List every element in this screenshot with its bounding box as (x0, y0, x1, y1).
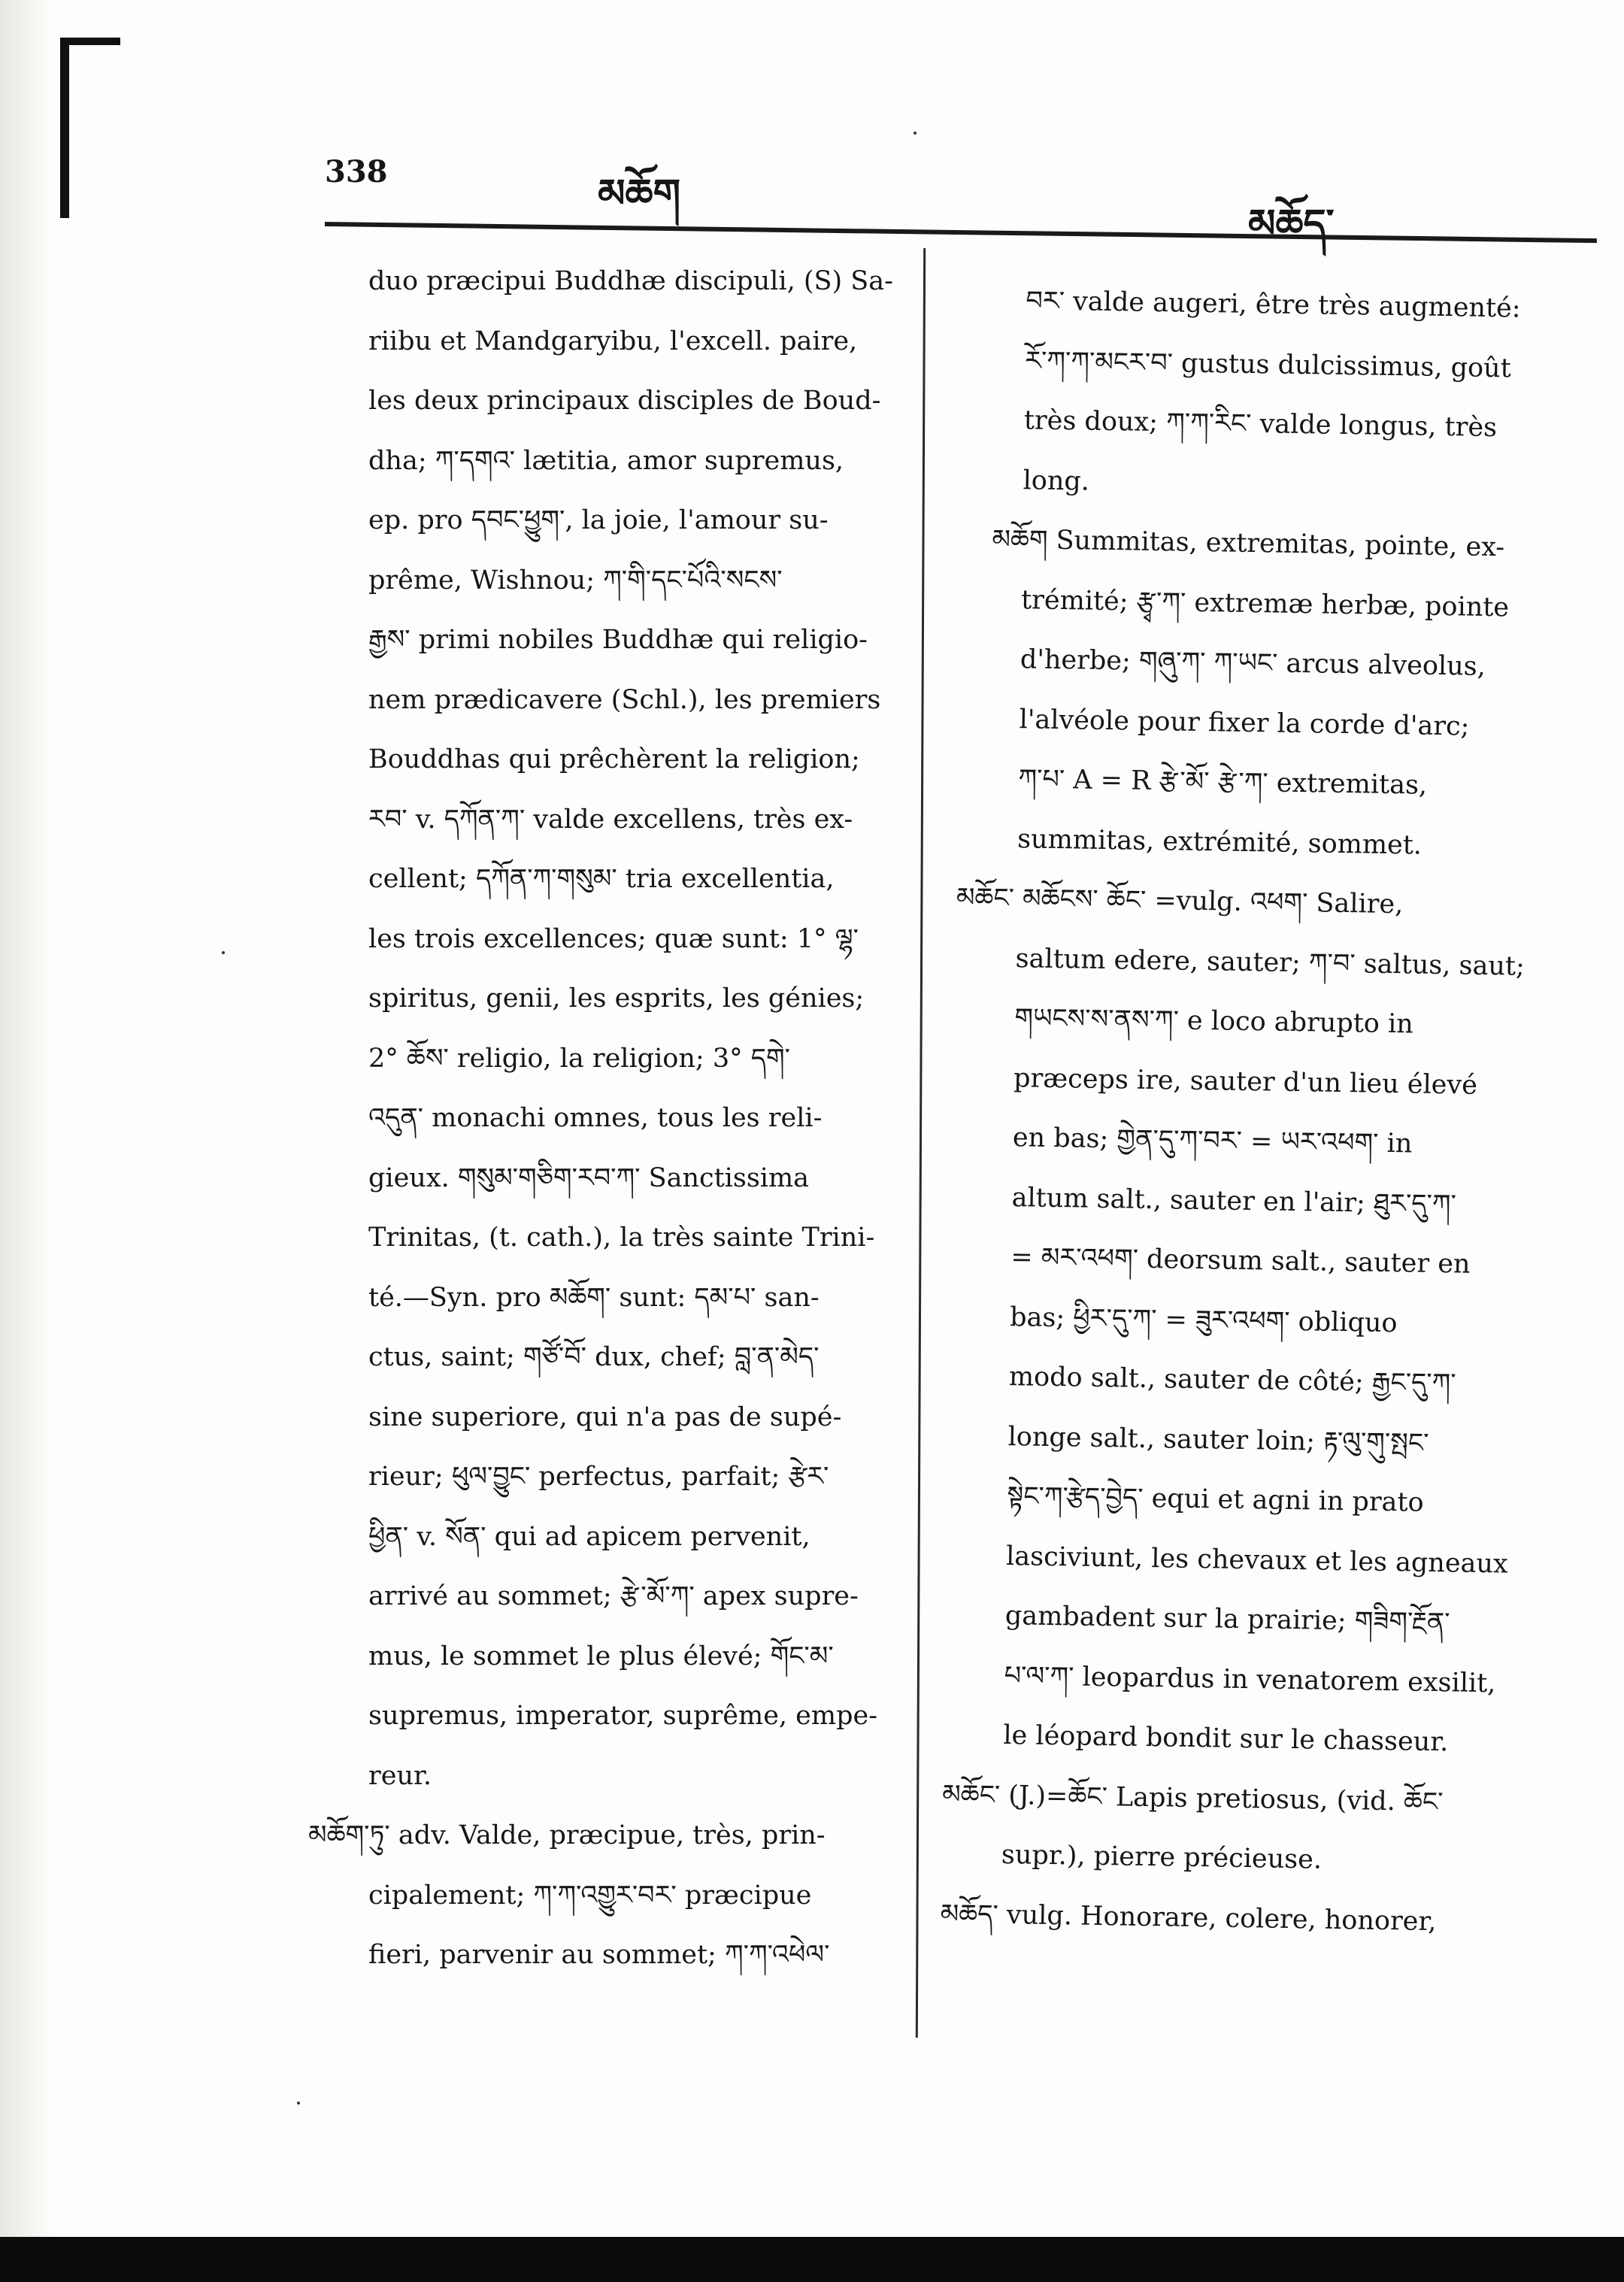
text-line: d'herbe; གཞུ་ཀ་ ཀ་ཡང་ arcus alveolus, (1020, 644, 1486, 682)
left-column (308, 252, 947, 1986)
text-line: lasciviunt, les chevaux et les agneaux (1005, 1541, 1509, 1580)
text-line: cipalement; ཀ་ཀ་འགྱུར་བར་ præcipue (368, 1880, 812, 1911)
text-line: sine superiore, qui n'a pas de supé- (368, 1402, 842, 1432)
scan-speck (914, 132, 917, 135)
text-line: Bouddhas qui prêchèrent la religion; (368, 744, 860, 774)
text-line: gieux. གསུམ་གཅིག་རབ་ཀ་ Sanctissima (368, 1162, 810, 1193)
text-line: རོ་ཀ་ཀ་མངར་བ་ gustus dulcissimus, goût (1024, 345, 1512, 383)
text-line: ཕྱིན་ v. སོན་ qui ad apicem pervenit, (368, 1521, 810, 1552)
text-line: en bas; གྱེན་དུ་ཀ་བར་ = ཡར་འཕག་ in (1012, 1123, 1413, 1159)
text-line: l'alvéole pour fixer la corde d'arc; (1019, 704, 1470, 742)
text-line: མཆོག Summitas, extremitas, pointe, ex- (992, 524, 1505, 563)
text-line: dha; ཀ་དགའ་ lætitia, amor supremus, (368, 445, 844, 476)
text-line: très doux; ཀ་ཀ་རིང་ valde longus, très (1023, 405, 1498, 444)
text-line: arrivé au sommet; རྩེ་མོ་ཀ་ apex supre- (368, 1581, 859, 1611)
text-line: མཆོང་ མཆོངས་ ཆོང་ =vulg. འཕག་ Salire, (956, 882, 1404, 920)
text-line: རྒྱས་ primi nobiles Buddhæ qui religio- (368, 625, 868, 655)
text-line: cellent; དཀོན་ཀ་གསུམ་ tria excellentia, (368, 864, 835, 894)
text-line: ཀ་པ་ A = R རྩེ་མོ་ རྩེ་ཀ་ extremitas, (1018, 764, 1428, 801)
text-line: བར་ valde augeri, être très augmenté: (1026, 286, 1521, 324)
scan-corner-mark (60, 38, 120, 218)
right-column (940, 271, 1598, 1954)
right-running-head: མཆོད་ (1248, 201, 1335, 247)
page-number: 338 (325, 154, 388, 189)
text-line: གཡངས་ས་ནས་ཀ་ e loco abrupto in (1014, 1003, 1414, 1040)
text-line: mus, le sommet le plus élevé; གོང་མ་ (368, 1641, 834, 1671)
text-line: bas; ཕྱིར་དུ་ཀ་ = ཟུར་འཕག་ obliquo (1009, 1302, 1398, 1338)
text-line: nem prædicavere (Schl.), les premiers (368, 684, 881, 715)
scan-speck (297, 2102, 300, 2105)
text-line: les deux principaux disciples de Boud- (368, 386, 881, 416)
text-line: fieri, parvenir au sommet; ཀ་ཀ་འཕེལ་ (368, 1940, 830, 1970)
text-line: spiritus, genii, les esprits, les génies; (368, 983, 865, 1014)
header-rule (325, 222, 1597, 243)
text-line: མཆོད་ vulg. Honorare, colere, honorer, (940, 1899, 1437, 1937)
text-line: སྟེང་ཀ་རྩེད་བྱེད་ equi et agni in prato (1007, 1481, 1424, 1518)
text-line: modo salt., sauter de côté; རྒྱང་དུ་ཀ་ (1008, 1362, 1456, 1399)
text-line: præceps ire, sauter d'un lieu élevé (1013, 1062, 1478, 1101)
text-line: ep. pro དབང་ཕྱུག་, la joie, l'amour su- (368, 505, 829, 535)
scan-bottom-bar (0, 2237, 1624, 2282)
text-line: rieur; ཕུལ་བྱུང་ perfectus, parfait; རྩེར་ (368, 1462, 829, 1492)
text-line: saltum edere, sauter; ཀ་བ་ saltus, saut; (1015, 943, 1526, 982)
scan-speck (222, 951, 225, 954)
text-line: = མར་འཕག་ deorsum salt., sauter en (1010, 1242, 1471, 1280)
text-line: ctus, saint; གཙོ་བོ་ dux, chef; བླ་ན་མེད་ (368, 1342, 820, 1372)
text-line: མཆོག་ཏུ་ adv. Valde, præcipue, très, prin- (308, 1820, 826, 1850)
scan-edge-shade (0, 0, 53, 2282)
text-line: long. (1023, 465, 1090, 497)
text-line: gambadent sur la prairie; གཟིག་རྔོན་ (1004, 1601, 1450, 1638)
text-line: supremus, imperator, suprême, empe- (368, 1701, 878, 1731)
text-line: 2° ཆོས་ religio, la religion; 3° དགེ་ (368, 1043, 790, 1074)
text-line: les trois excellences; quæ sunt: 1° ལྷ་ (368, 923, 859, 954)
text-line: duo præcipui Buddhæ discipuli, (S) Sa- (368, 266, 893, 296)
text-line: འདུན་ monachi omnes, tous les reli- (368, 1103, 823, 1133)
text-line: le léopard bondit sur le chasseur. (1003, 1720, 1449, 1758)
text-line: supr.), pierre précieuse. (1001, 1839, 1323, 1875)
text-line: summitas, extrémité, sommet. (1017, 823, 1423, 861)
text-line: té.—Syn. pro མཆོག་ sunt: དམ་པ་ san- (368, 1282, 820, 1313)
left-running-head: མཆོག (598, 171, 681, 217)
text-line: riibu et Mandgaryibu, l'excell. paire, (368, 326, 858, 356)
text-line: trémité; རྩྭ་ཀ་ extremæ herbæ, pointe (1020, 584, 1510, 623)
text-line: རབ་ v. དཀོན་ཀ་ valde excellens, très ex- (368, 804, 853, 835)
text-line: reur. (368, 1760, 432, 1791)
text-line: Trinitas, (t. cath.), la très sainte Trini- (368, 1223, 875, 1253)
text-line: longe salt., sauter loin; རྟ་ལུ་གུ་སྤང་ (1007, 1421, 1429, 1459)
text-line: altum salt., sauter en l'air; ཐུར་དུ་ཀ་ (1011, 1182, 1457, 1220)
text-line: མཆོང་ (J.)=ཆོང་ Lapis pretiosus, (vid. ཆོང་ (941, 1779, 1444, 1817)
text-line: prême, Wishnou; ཀ་གི་དང་པོའི་སངས་ (368, 565, 783, 596)
text-line: པ་ལ་ཀ་ leopardus in venatorem exsilit, (1004, 1660, 1496, 1699)
